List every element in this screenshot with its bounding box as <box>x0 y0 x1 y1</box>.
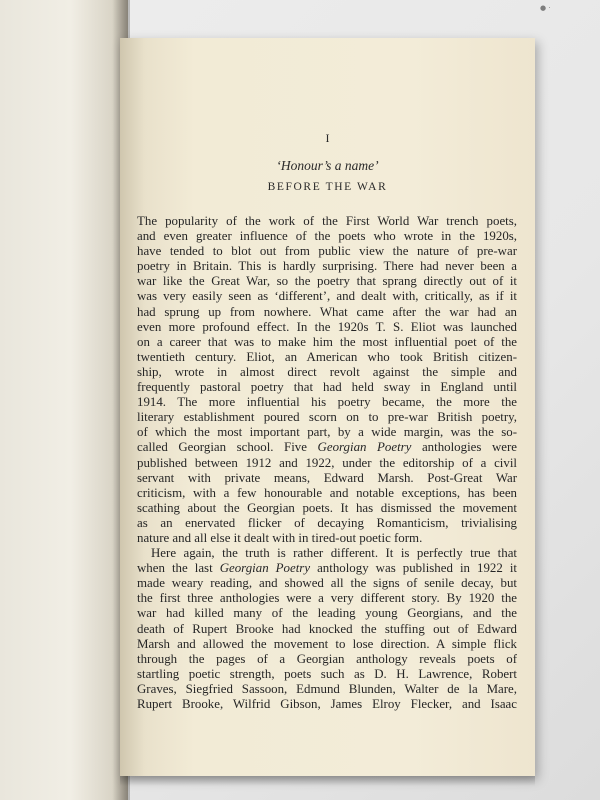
text-line: made weary reading, and showed all the signs of senile decay, but <box>137 576 517 591</box>
text-line: literary establishment poured scorn on to pre-war British poetry, <box>137 410 517 425</box>
text-line: criticism, with a few honourable and notable exceptions, has been <box>137 485 517 500</box>
chapter-epigraph: ‘Honour’s a name’ <box>276 158 379 173</box>
text-line: scathing about the Georgian poets. It has dismissed the movement <box>137 500 517 515</box>
left-page <box>0 0 128 800</box>
paragraph-1 <box>137 214 517 546</box>
text-line: as an enervated flicker of decaying Romanticism, trivialising <box>137 515 517 530</box>
text-line: twentieth century. Eliot, an American who took British citizen- <box>137 349 517 364</box>
body-text <box>137 214 517 712</box>
text-line: nature and all else it dealt with in tired-out poetic form. <box>137 530 423 545</box>
text-line: through the pages of a Georgian anthology reveals poets of <box>137 651 517 666</box>
text-line: Marsh and allowed the movement to lose direction. A simple flick <box>137 636 517 651</box>
chapter-number: I <box>325 131 330 145</box>
text-line: servant with private means, Edward Marsh. Post-Great War <box>137 470 517 485</box>
text-line: startling poetic strength, poets such as D. H. Lawrence, Robert <box>137 666 517 681</box>
page-shadow <box>120 776 535 786</box>
text-line: was very easily seen as ‘different’, and dealt with, critically, as if it <box>137 289 517 304</box>
text-line: ship, wrote in almost direct revolt against the simple and <box>137 364 517 379</box>
paragraph-2 <box>137 546 517 712</box>
text-line: Here again, the truth is rather different. It is perfectly true that <box>151 546 517 561</box>
title-italic: Georgian Poetry <box>317 440 412 455</box>
text-line: the first three anthologies were a very different story. By 1920 the <box>137 591 517 606</box>
text-line: of which the most important part, by a wide margin, was the so- <box>137 425 517 440</box>
text-line: death of Rupert Brooke had knocked the stuffing out of Edward <box>137 621 517 636</box>
text-line: called Georgian school. Five Georgian Poetry anthologies were <box>137 440 517 455</box>
text-line: The popularity of the work of the First World War trench poets, <box>137 214 517 228</box>
text-line: even more profound effect. In the 1920s T. S. Eliot was launched <box>137 319 517 334</box>
text-line: 1914. The more influential his poetry became, the more the <box>137 395 517 410</box>
table-marks: ● · <box>540 4 551 12</box>
text-line: have tended to blot out from public view the nature of pre-war <box>137 244 517 259</box>
text-line: frequently pastoral poetry that had held sway in England until <box>137 380 517 395</box>
chapter-heading: BEFORE THE WAR <box>267 181 388 193</box>
text-line: Rupert Brooke, Wilfrid Gibson, James Elroy Flecker, and Isaac <box>137 697 517 711</box>
text-line: poetry in Britain. This is hardly surprising. There had never been a <box>137 259 517 274</box>
text-line: on a career that was to make him the most influential poet of the <box>137 334 517 349</box>
text-line: war like the Great War, so the poetry that sprang directly out of it <box>137 274 517 289</box>
text-line: published between 1912 and 1922, under the editorship of a civil <box>137 455 517 470</box>
title-italic: Georgian Poetry <box>219 561 311 576</box>
text-line: and even greater influence of the poets who wrote in the 1920s, <box>137 229 517 244</box>
text-line: Graves, Siegfried Sassoon, Edmund Blunden, Walter de la Mare, <box>137 681 517 696</box>
text-line: when the last Georgian Poetry anthology was published in 1922 it <box>137 561 517 576</box>
text-line: had sprung up from nowhere. What came after the war had an <box>137 304 517 319</box>
text-line: war had killed many of the leading young Georgians, and the <box>137 606 517 621</box>
